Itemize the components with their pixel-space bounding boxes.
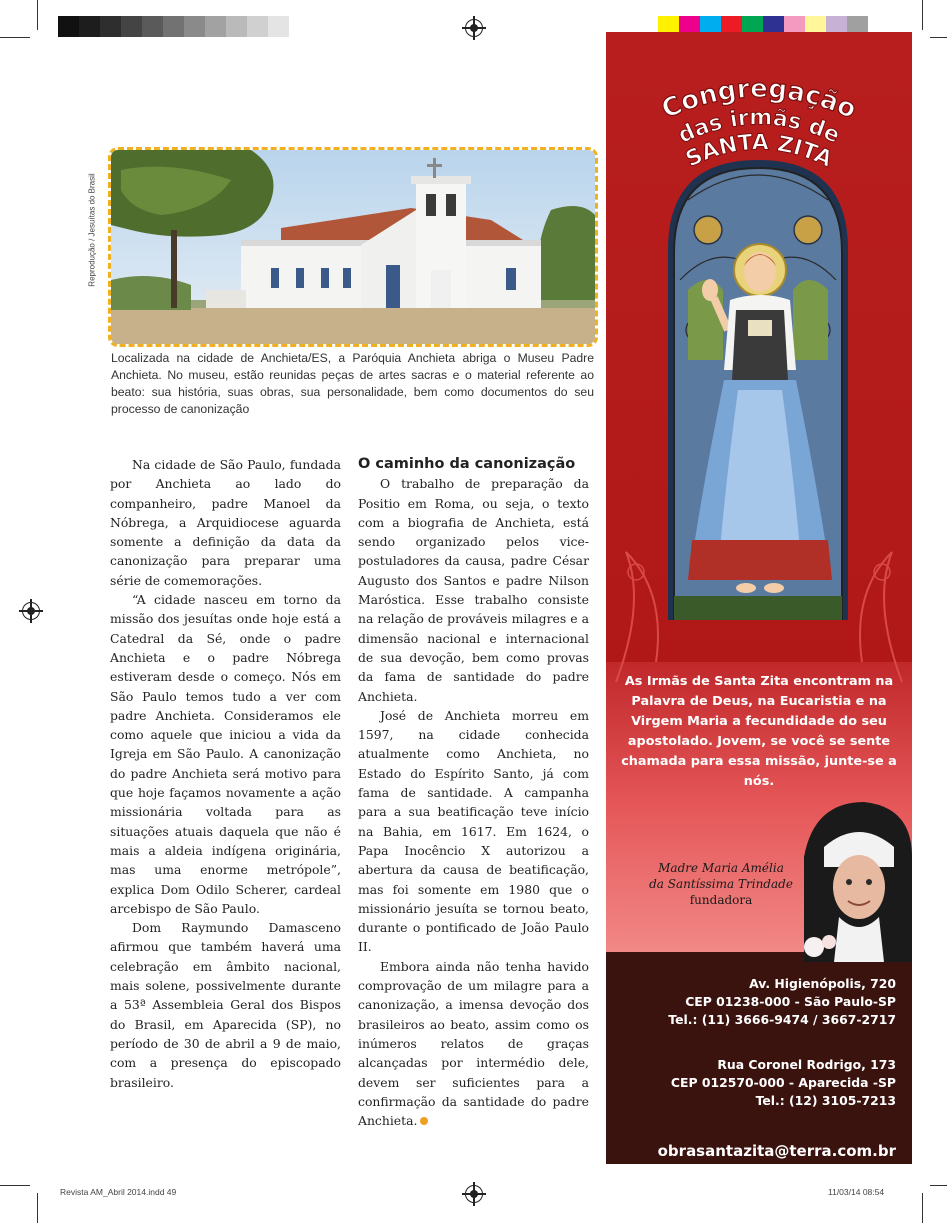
end-mark-icon [420,1117,428,1125]
article-paragraph: Dom Raymundo Damasceno afirmou que também haverá uma celebração em âmbito nacional, mais solene, possivelmente durante a 53ª Assembleia Geral dos Bispos do Brasil, em Aparecida (SP), no período de 30 de abril a 9 de maio, com a presença do episcopado brasileiro. [110,920,341,1090]
crop-mark [930,1185,947,1186]
svg-text:das irmãs de: das irmãs de [674,105,844,149]
crop-mark [0,37,30,38]
founder-role: fundadora [689,893,753,907]
grayscale-bar [58,16,289,37]
crop-mark [0,1185,30,1186]
registration-mark [465,19,483,37]
article-paragraph: O trabalho de preparação da Positio em Roma, ou seja, o texto com a biografia de Anchieta, está sendo organizado pelos vice-postuladores da causa, padre César Augusto dos Santos e padre Nilson Maróstica. Esse trabalho consiste na relação de prováveis milagres e a dimensão nacional e internacional de sua devoção, bem como provas da fama de santidade do padre Anchieta. [358,476,589,704]
svg-text:SANTA ZITA: SANTA ZITA [682,130,836,172]
article-column-1 [110,455,341,1092]
registration-mark [22,602,40,620]
church-photo [108,147,598,347]
photo-credit: Reprodução / Jesuítas do Brasil [87,173,97,287]
section-title: O caminho da canonização [358,456,576,472]
congregation-title [606,62,912,172]
photo-caption: Localizada na cidade de Anchieta/ES, a Paróquia Anchieta abriga o Museu Padre Anchieta. No museu, estão reunidas peças de artes sacras e o material referente ao beato: sua história, suas obras, sua personalidade, bem como documentos do seu processo de canonização [111,351,594,416]
footer-timestamp: 11/03/14 08:54 [828,1187,885,1197]
church-illustration [111,150,595,344]
stained-glass-saint-zita [668,160,848,620]
founder-credit [626,860,816,908]
article-paragraph: Na cidade de São Paulo, fundada por Anchieta ao lado do companheiro, padre Manoel da Nóbrega, a Arquidiocese aguarda somente a definição da data da canonização para preparar uma série de comemorações. [110,457,341,588]
crop-mark [37,0,38,30]
article-paragraph: “A cidade nasceu em torno da missão dos jesuítas onde hoje está a Catedral da Sé, onde o padre Anchieta e o padre Nóbrega estiveram desde o começo. Nós em São Paulo temos tudo a ver com padre Anchieta. Consideramos ele como aquele que iniciou a vida da Igreja em São Paulo. A canonização do padre Anchieta será motivo para que hoje façamos novamente a ação missionária voltada para as situações atuais daquela que não é mais a aldeia indígena originária, mas uma enorme metrópole”, explica Dom Odilo Scherer, cardeal arcebispo de São Paulo. [110,592,341,916]
address-aparecida: Rua Coronel Rodrigo, 173 CEP 012570-000 - Aparecida -SP Tel.: (12) 3105-7213 [670,1057,896,1108]
contact-email[interactable]: obrasantazita@terra.com.br [657,1142,896,1160]
registration-mark [465,1185,483,1203]
ad-description: As Irmãs de Santa Zita encontram na Palavra de Deus, na Eucaristia e na Virgem Maria a fecundidade do seu apostolado. Jovem, se você se sente chamada para essa missão, junte-se a nós. [621,674,897,789]
founder-name: Madre Maria Amélia [658,861,784,875]
address-sao-paulo: Av. Higienópolis, 720 CEP 01238-000 - São Paulo-SP Tel.: (11) 3666-9474 / 3667-2717 [668,976,896,1027]
founder-name: da Santíssima Trindade [649,877,793,891]
article-paragraph: Embora ainda não tenha havido comprovação de um milagre para a canonização, a imensa devoção dos brasileiros ao beato, assim como os inúmeros relatos de graças alcançadas por intermédio dele, devem ser suficientes para a confirmação da santidade do padre Anchieta. [358,958,589,1129]
founder-portrait [804,797,912,962]
article-paragraph: José de Anchieta morreu em 1597, na cidade conhecida atualmente como Anchieta, no Estado do Espírito Santo, já com fama de santidade. A campanha para a sua beatificação teve início na Bahia, em 1617. Em 1624, o Papa Inocêncio X autorizou a abertura da causa de beatificação, mas foi somente em 1980 que o missionário jesuíta se tornou beato, durante o pontificado de João Paulo II. [358,707,589,955]
crop-mark [922,1193,923,1223]
article-column-2 [358,455,589,1130]
crop-mark [37,1193,38,1223]
footer-file-info: Revista AM_Abril 2014.indd 49 [60,1187,177,1197]
santa-zita-advertisement [606,32,912,1164]
svg-text:Congregação: Congregação [657,73,861,126]
crop-mark [922,0,923,30]
crop-mark [930,37,947,38]
